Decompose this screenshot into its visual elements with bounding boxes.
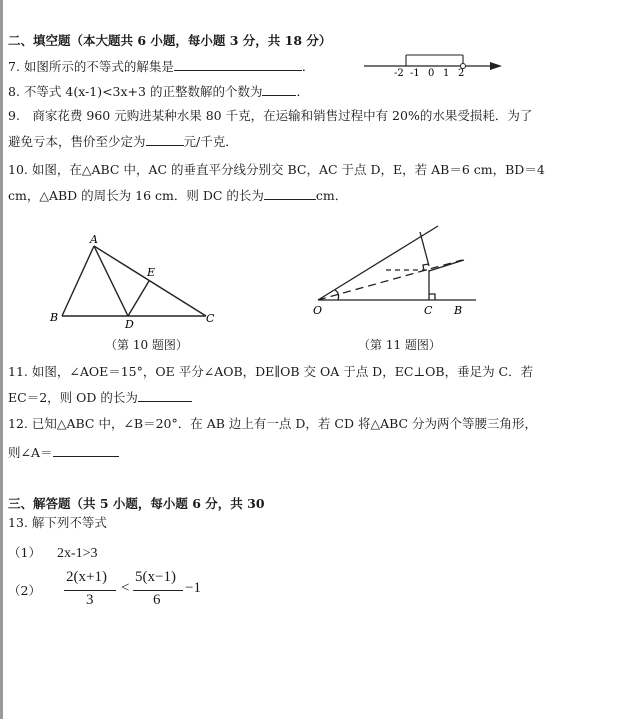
question-12-line2: 则∠A＝: [8, 444, 119, 461]
q12-blank: [53, 444, 119, 457]
label-O: O: [313, 304, 323, 317]
tick-label: 1: [443, 68, 450, 79]
question-12-line1: 12. 已知△ABC 中，∠B＝20°．在 AB 边上有一点 D，若 CD 将△ABC 分为两个等腰三角形，: [8, 416, 538, 431]
fraction1-bar: [64, 590, 116, 591]
part-1: [8, 545, 98, 562]
q8-blank: [262, 83, 296, 96]
q11-blank: [138, 389, 192, 402]
fig11-caption: （第 11 题图）: [358, 338, 441, 352]
label-C: C: [206, 312, 215, 325]
tick-label: 0: [428, 68, 435, 79]
q7-text: 7. 如图所示的不等式的解集是: [8, 59, 174, 74]
part-1-expression: 2x-1>3: [56, 546, 98, 561]
question-11-line1: 11. 如图，∠AOE＝15°，OE 平分∠AOB，DE∥OB 交 OA 于点 D，EC⊥OB，垂足为 C．若: [8, 364, 534, 379]
label-A: A: [90, 233, 98, 246]
q10-blank: [264, 187, 316, 200]
tick-label: 2: [458, 68, 465, 79]
label-D: D: [125, 318, 134, 331]
part-2-label: （2）: [8, 583, 41, 598]
label-E: E: [147, 266, 156, 279]
part-2-expression: [60, 565, 220, 615]
trailing-term: −1: [185, 580, 201, 596]
section3-heading: 三、解答题（共 5 小题，每小题 6 分，共 30: [8, 496, 265, 511]
fraction2-denominator: 6: [153, 592, 161, 608]
q7-blank: [174, 58, 302, 71]
fig10-caption: （第 10 题图）: [105, 338, 188, 352]
figure-11: [310, 222, 480, 322]
label-C: C: [424, 304, 433, 317]
label-B: B: [50, 311, 59, 324]
tick-label: -1: [410, 68, 420, 79]
part-1-label: （1）: [8, 545, 41, 560]
fraction1-denominator: 3: [86, 592, 94, 608]
question-8: 8. 不等式 4(x-1)<3x+3 的正整数解的个数为 ．: [8, 84, 309, 99]
question-13: 13. 解下列不等式: [8, 515, 107, 530]
q9-blank: [146, 133, 184, 146]
scan-edge: [0, 0, 3, 719]
section2-heading: 二、填空题（本大题共 6 小题，每小题 3 分，共 18 分）: [8, 33, 332, 48]
question-10-line1: 10. 如图，在△ABC 中，AC 的垂直平分线分别交 BC，AC 于点 D，E，若 AB＝6 cm，BD＝4: [8, 162, 545, 177]
question-10-line2: cm，△ABD 的周长为 16 cm．则 DC 的长为 cm．: [8, 188, 348, 203]
figure-10: [48, 232, 228, 332]
question-9-line2: 避免亏本，售价至少定为 元/千克．: [8, 134, 238, 149]
label-B: B: [454, 304, 463, 317]
number-line-figure: [360, 45, 510, 85]
tick-label: -2: [394, 68, 404, 79]
fraction1-numerator: 2(x+1): [66, 569, 107, 585]
question-9-line1: 9. 商家花费 960 元购进某种水果 80 千克，在运输和销售过程中有 20%的水果受损耗．为了: [8, 108, 533, 123]
question-11-line2: EC＝2，则 OD 的长为: [8, 389, 192, 406]
q8-text: 8. 不等式 4(x-1)<3x+3 的正整数解的个数为: [8, 84, 263, 99]
question-7: 7. 如图所示的不等式的解集是 ．: [8, 59, 315, 74]
less-than-sign: <: [121, 580, 130, 596]
fraction2-numerator: 5(x−1): [135, 569, 176, 585]
fraction2-bar: [133, 590, 183, 591]
